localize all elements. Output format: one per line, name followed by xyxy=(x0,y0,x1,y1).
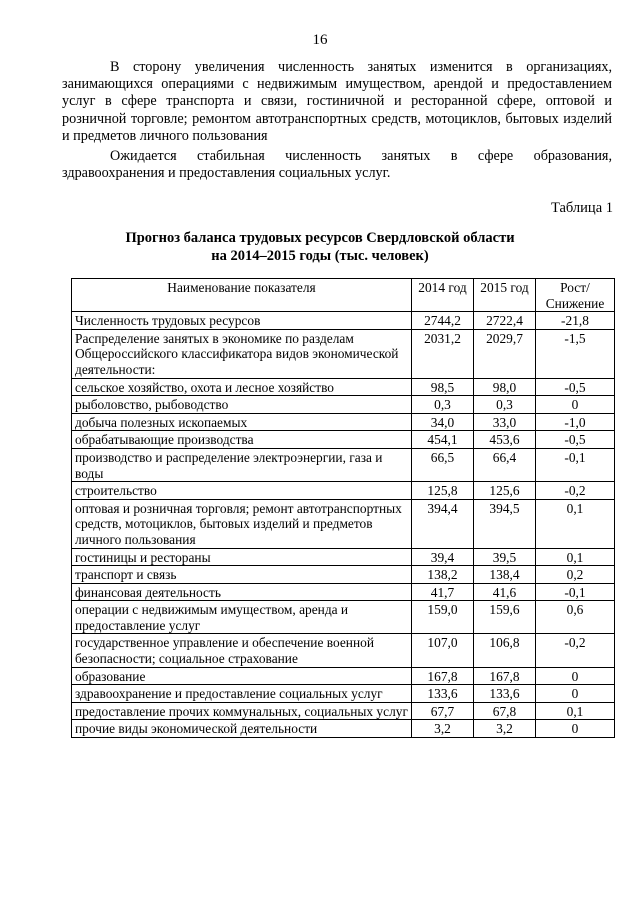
row-value-2015: 2029,7 xyxy=(474,329,536,378)
row-indicator-name: добыча полезных ископаемых xyxy=(72,413,412,431)
row-value-change: 0 xyxy=(536,685,615,703)
row-value-change: 0,1 xyxy=(536,702,615,720)
row-value-change: -1,0 xyxy=(536,413,615,431)
row-value-change: -21,8 xyxy=(536,312,615,330)
table-row xyxy=(72,634,615,667)
row-value-change: -0,5 xyxy=(536,378,615,396)
row-value-2014: 159,0 xyxy=(412,601,474,634)
row-value-change: -0,2 xyxy=(536,482,615,500)
row-value-change: 0,1 xyxy=(536,548,615,566)
row-indicator-name: строительство xyxy=(72,482,412,500)
row-value-2015: 66,4 xyxy=(474,448,536,481)
row-value-2015: 125,6 xyxy=(474,482,536,500)
row-value-2015: 394,5 xyxy=(474,499,536,548)
table-row xyxy=(72,378,615,396)
table-header-row xyxy=(72,279,615,312)
table-row xyxy=(72,566,615,584)
row-value-2014: 0,3 xyxy=(412,396,474,414)
table-row xyxy=(72,702,615,720)
row-value-2014: 3,2 xyxy=(412,720,474,738)
table-title-line-2: на 2014–2015 годы (тыс. человек) xyxy=(211,248,429,264)
table-label: Таблица 1 xyxy=(550,200,613,216)
row-value-2014: 2744,2 xyxy=(412,312,474,330)
row-indicator-name: гостиницы и рестораны xyxy=(72,548,412,566)
row-value-change: 0 xyxy=(536,667,615,685)
row-indicator-name: образование xyxy=(72,667,412,685)
row-value-2015: 106,8 xyxy=(474,634,536,667)
row-indicator-name: Численность трудовых ресурсов xyxy=(72,312,412,330)
table-row xyxy=(72,720,615,738)
row-value-2015: 39,5 xyxy=(474,548,536,566)
row-value-2014: 67,7 xyxy=(412,702,474,720)
table-title-line-1: Прогноз баланса трудовых ресурсов Свердловской области xyxy=(125,230,515,246)
row-indicator-name: оптовая и розничная торговля; ремонт автотранспортных средств, мотоциклов, бытовых изделий и предметов личного пользования xyxy=(72,499,412,548)
row-value-2015: 67,8 xyxy=(474,702,536,720)
row-value-change: 0 xyxy=(536,720,615,738)
table-row xyxy=(72,431,615,449)
row-value-2014: 107,0 xyxy=(412,634,474,667)
row-value-change: -0,1 xyxy=(536,583,615,601)
table-row xyxy=(72,685,615,703)
table-row xyxy=(72,482,615,500)
row-indicator-name: обрабатывающие производства xyxy=(72,431,412,449)
table-row xyxy=(72,583,615,601)
labor-forecast-table xyxy=(71,278,615,738)
row-value-change: 0,1 xyxy=(536,499,615,548)
header-year-2014: 2014 год xyxy=(412,279,474,312)
row-value-2015: 453,6 xyxy=(474,431,536,449)
row-value-2015: 2722,4 xyxy=(474,312,536,330)
row-value-2015: 41,6 xyxy=(474,583,536,601)
table-row xyxy=(72,396,615,414)
row-value-change: -0,5 xyxy=(536,431,615,449)
row-indicator-name: прочие виды экономической деятельности xyxy=(72,720,412,738)
row-value-change: 0,2 xyxy=(536,566,615,584)
table-row xyxy=(72,312,615,330)
row-indicator-name: транспорт и связь xyxy=(72,566,412,584)
table-row xyxy=(72,448,615,481)
table-row xyxy=(72,499,615,548)
table-title xyxy=(0,229,640,265)
table-row xyxy=(72,667,615,685)
paragraph-employment-growth: В сторону увеличения численность занятых изменится в организациях, занимающихся операциями с недвижимым имуществом, арендой и предоставлением услуг в сфере транспорта и связи, гостиничной и ресторанной сфере, оптовой и розничной торговле; ремонтом автотранспортных средств, мотоциклов, бытовых изделий и предметов личного пользования xyxy=(62,59,612,144)
row-indicator-name: рыболовство, рыбоводство xyxy=(72,396,412,414)
row-value-2014: 167,8 xyxy=(412,667,474,685)
row-indicator-name: здравоохранение и предоставление социальных услуг xyxy=(72,685,412,703)
header-indicator-name: Наименование показателя xyxy=(72,279,412,312)
table-row xyxy=(72,413,615,431)
row-value-2014: 133,6 xyxy=(412,685,474,703)
row-value-2014: 138,2 xyxy=(412,566,474,584)
table-row xyxy=(72,601,615,634)
row-value-change: 0 xyxy=(536,396,615,414)
row-value-change: 0,6 xyxy=(536,601,615,634)
row-indicator-name: предоставление прочих коммунальных, социальных услуг xyxy=(72,702,412,720)
row-value-2014: 39,4 xyxy=(412,548,474,566)
row-value-2014: 66,5 xyxy=(412,448,474,481)
row-value-2015: 0,3 xyxy=(474,396,536,414)
row-indicator-name: производство и распределение электроэнергии, газа и воды xyxy=(72,448,412,481)
table-row xyxy=(72,548,615,566)
row-value-change: -0,1 xyxy=(536,448,615,481)
row-value-2015: 133,6 xyxy=(474,685,536,703)
row-value-2014: 98,5 xyxy=(412,378,474,396)
row-value-change: -0,2 xyxy=(536,634,615,667)
row-value-2014: 34,0 xyxy=(412,413,474,431)
table-body xyxy=(72,312,615,738)
row-value-2015: 33,0 xyxy=(474,413,536,431)
row-indicator-name: Распределение занятых в экономике по разделам Общероссийского классификатора видов экономической деятельности: xyxy=(72,329,412,378)
row-value-2015: 98,0 xyxy=(474,378,536,396)
row-value-2014: 125,8 xyxy=(412,482,474,500)
page-number: 16 xyxy=(312,32,328,48)
row-indicator-name: операции с недвижимым имуществом, аренда и предоставление услуг xyxy=(72,601,412,634)
row-value-2014: 41,7 xyxy=(412,583,474,601)
paragraph-employment-stable: Ожидается стабильная численность занятых в сфере образования, здравоохранения и предоставления социальных услуг. xyxy=(62,148,612,182)
row-indicator-name: государственное управление и обеспечение военной безопасности; социальное страхование xyxy=(72,634,412,667)
table-row xyxy=(72,329,615,378)
row-value-2015: 3,2 xyxy=(474,720,536,738)
row-value-2014: 394,4 xyxy=(412,499,474,548)
row-value-change: -1,5 xyxy=(536,329,615,378)
row-value-2015: 138,4 xyxy=(474,566,536,584)
row-value-2014: 454,1 xyxy=(412,431,474,449)
header-change: Рост/ Снижение xyxy=(536,279,615,312)
row-indicator-name: финансовая деятельность xyxy=(72,583,412,601)
row-value-2014: 2031,2 xyxy=(412,329,474,378)
row-indicator-name: сельское хозяйство, охота и лесное хозяйство xyxy=(72,378,412,396)
header-year-2015: 2015 год xyxy=(474,279,536,312)
row-value-2015: 167,8 xyxy=(474,667,536,685)
row-value-2015: 159,6 xyxy=(474,601,536,634)
